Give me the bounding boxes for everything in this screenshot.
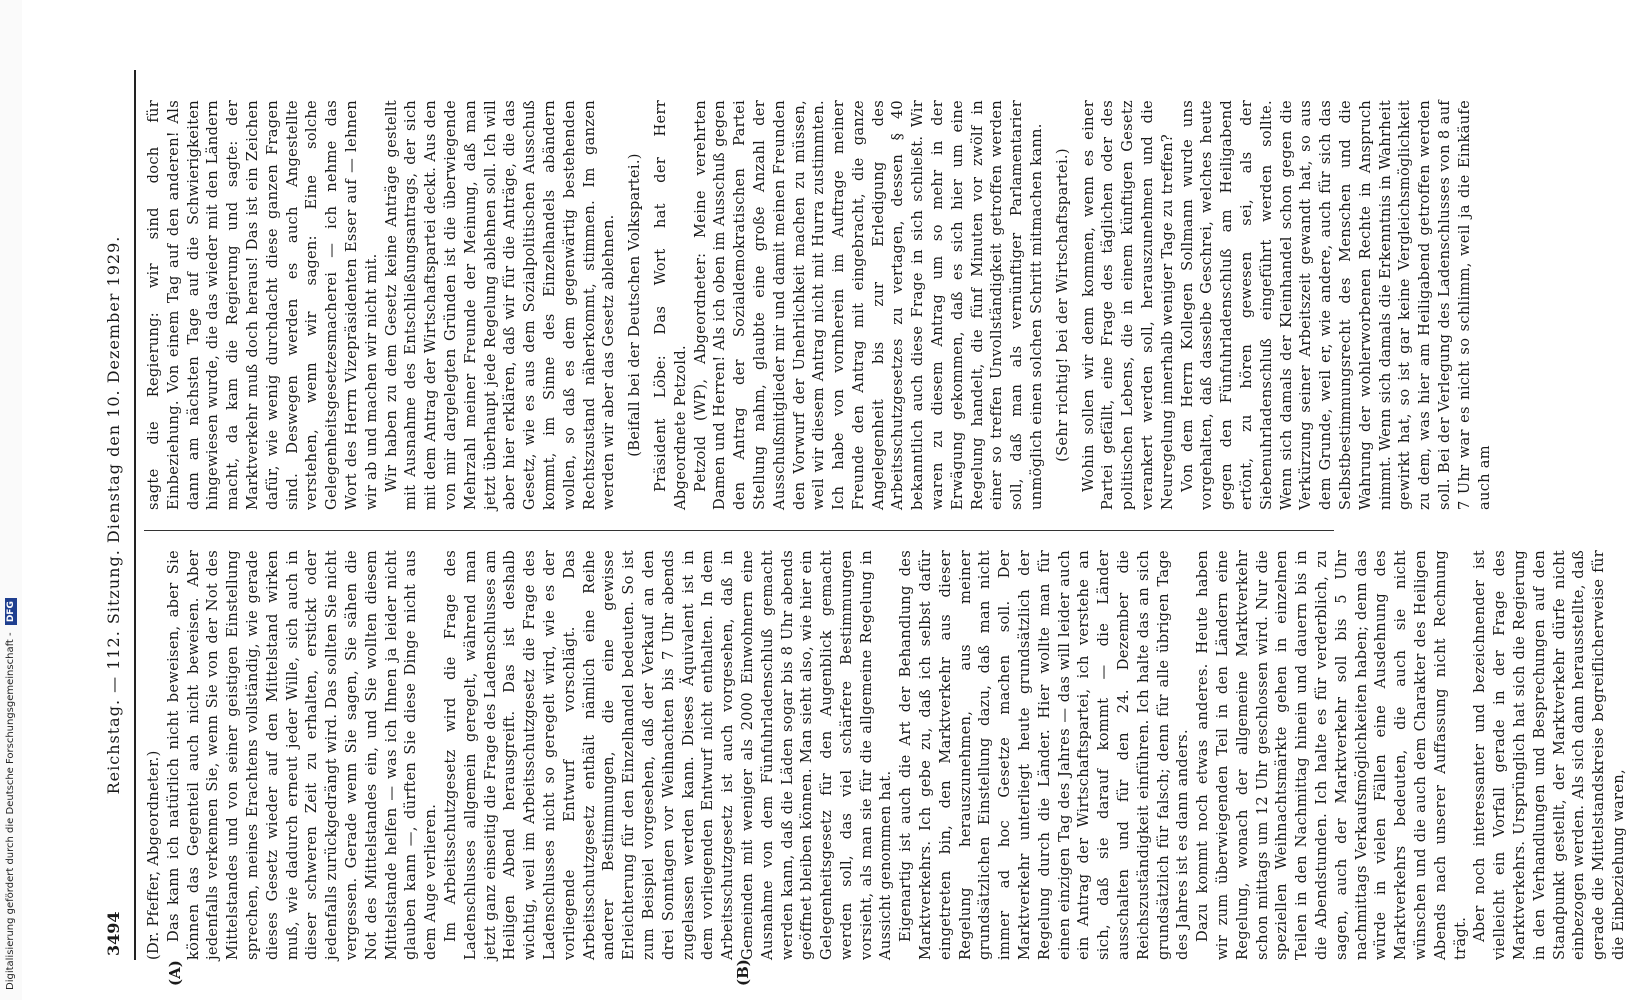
speaker-continuation: (Dr. Pfeffer, Abgeordneter.)	[145, 750, 162, 960]
margin-marker-a: (A)	[166, 960, 184, 986]
scanned-page	[100, 70, 1627, 986]
rotated-page-content	[100, 70, 1627, 986]
running-head: Reichstag. — 112. Sitzung. Dienstag den 10. Dezember 1929.	[104, 235, 123, 795]
paragraph: Aber noch interessanter und bezeichnender ist vielleicht ein Vorfall gerade in der Frage des Marktverkehrs. Ursprünglich hat sich die Regierung in den Verhandlungen und Besprechungen auf den Standpunkt gestellt, der Marktverkehr dürfe nicht einbezogen werden. Als sich dann herausstellte, daß gerade die Mittelstandskreise begreiflicherweise für die Einbeziehung waren,	[1471, 550, 1627, 960]
paragraph: Wir haben zu dem Gesetz keine Anträge gestellt mit Ausnahme des Entschließungsantrags, der sich mit dem Antrag der Wirtschaftspartei deckt. Aus den von mir dargelegten Gründen ist die überwiegende Mehrzahl meiner Freunde der Meinung, daß man jetzt überhaupt jede Regelung ablehnen soll. Ich will aber hier erklären, daß wir für die Anträge, die das Gesetz, wie es aus dem Sozialpolitischen Ausschuß kommt, im Sinne des Einzelhandels abändern wollen, so daß es dem gegenwärtig bestehenden Rechtszustand näherkommt, stimmen. Im ganzen werden wir aber das Gesetz ablehnen.	[382, 100, 618, 510]
page-header	[100, 70, 130, 960]
credit-text: Digitalisierung gefördert durch die Deutsche Forschungsgemeinschaft -	[5, 632, 16, 990]
president-announcement: Präsident Löbe: Das Wort hat der Herr Abgeordnete Petzold.	[651, 100, 689, 510]
paragraph: Von dem Herrn Kollegen Sollmann wurde uns vorgehalten, daß dasselbe Geschrei, welches heute gegen den Fünfuhrladenschluß am Heiligabend ertönt, zu hören gewesen sei, als der Siebenuhrladenschluß eingeführt werden sollte. Wenn sich damals der Kleinhandel schon gegen die Verkürzung seiner Arbeitszeit gewandt hat, so aus dem Grunde, weil er, wie andere, auch für sich das Selbstbestimmungsrecht des Menschen und die Wahrung der wohlerworbenen Rechte in Anspruch nimmt. Wenn sich damals die Erkenntnis in Wahrheit gewirkt hat, so ist gar keine Vergleichsmöglichkeit zu dem, was hier am Heiligabend getroffen werden soll. Bei der Verlegung des Ladenschlusses von 8 auf 7 Uhr war es nicht so schlimm, weil ja die Einkäufe auch am	[1178, 100, 1493, 510]
column-rule	[144, 530, 1334, 531]
paragraph: sagte die Regierung: wir sind doch für Einbeziehung. Von einem Tag auf den anderen! Als dann am nächsten Tage auf die Schwierigkeiten hingewiesen wurde, die das wieder mit den Ländern macht, da kam die Regierung und sagte: der Marktverkehr muß doch heraus! Das ist ein Zeichen dafür, wie wenig durchdacht diese ganzen Fragen sind. Deswegen werden es auch Angestellte verstehen, wenn wir sagen: Eine solche Gelegenheitsgesetzesmacherei — ich nehme das Wort des Herrn Vizepräsidenten Esser auf — lehnen wir ab und machen wir nicht mit.	[145, 100, 380, 510]
right-column	[144, 100, 1493, 510]
digitization-credit-bar	[0, 0, 22, 1000]
header-rule	[134, 70, 136, 960]
paragraph: Das kann ich natürlich nicht beweisen, aber Sie können das Gegenteil auch nicht beweisen. Aber jedenfalls verkennen Sie, wenn Sie von der Not des Mittelstandes und von seiner geistigen Einstellung sprechen, meines Erachtens vollständig, wie gerade dieses Gesetz wieder auf den Mittelstand wirken muß, wie dadurch erneut jeder Wille, sich auch in dieser schweren Zeit zu erhalten, erstickt oder jedenfalls zurückgedrängt wird. Das sollten Sie nicht vergessen. Gerade wenn Sie sagen, Sie sähen die Not des Mittelstandes ein, und Sie wollten diesem Mittelstande helfen — was ich Ihnen ja leider nicht glauben kann —, dürften Sie diese Dinge nicht aus dem Auge verlieren.	[164, 550, 440, 960]
left-column	[144, 550, 1627, 960]
page-number: 3494	[104, 911, 123, 956]
paragraph: Eigenartig ist auch die Art der Behandlung des Marktverkehrs. Ich gebe zu, daß ich selbst dafür eingetreten bin, den Marktverkehr aus dieser Regelung herauszunehmen, aus meiner grundsätzlichen Einstellung dazu, daß man nicht immer ad hoc Gesetze machen soll. Der Marktverkehr unterliegt heute grundsätzlich der Regelung durch die Länder. Hier wollte man für einen einzigen Tag des Jahres — das will leider auch ein Antrag der Wirtschaftspartei, ich verstehe an sich, daß sie darauf kommt — die Länder ausschalten und für den 24. Dezember die Reichszuständigkeit einführen. Ich halte das an sich grundsätzlich für falsch; denn für alle übrigen Tage des Jahres ist es dann anders.	[897, 550, 1192, 960]
paragraph: Im Arbeitsschutzgesetz wird die Frage des Ladenschlusses allgemein geregelt, während man jetzt ganz einseitig die Frage des Ladenschlusses am Heiligen Abend herausgreift. Das ist deshalb wichtig, weil im Arbeitsschutzgesetz die Frage des Ladenschlusses nicht so geregelt wird, wie es der vorliegende Entwurf vorschlägt. Das Arbeitsschutzgesetz enthält nämlich eine Reihe anderer Bestimmungen, die eine gewisse Erleichterung für den Einzelhandel bedeuten. So ist zum Beispiel vorgesehen, daß der Verkauf an den drei Sonntagen vor Weihnachten bis 7 Uhr abends zugelassen werden kann. Dieses Äquivalent ist in dem vorliegenden Entwurf nicht enthalten. In dem Arbeitsschutzgesetz ist auch vorgesehen, daß in Gemeinden mit weniger als 2000 Einwohnern eine Ausnahme von dem Fünfuhrladenschluß gemacht werden kann, daß die Läden sogar bis 8 Uhr abends geöffnet bleiben können. Man sieht also, wie hier ein Gelegenheitsgesetz für den Augenblick gemacht werden soll, das viel schärfere Bestimmungen vorsieht, als man sie für die allgemeine Regelung in Aussicht genommen hat.	[441, 550, 895, 960]
dfg-logo: DFG	[5, 598, 17, 625]
applause-note: (Beifall bei der Deutschen Volkspartei.)	[626, 153, 644, 457]
interjection: (Sehr richtig! bei der Wirtschaftspartei.)	[1053, 148, 1071, 462]
paragraph: Wohin sollen wir denn kommen, wenn es einer Partei gefällt, eine Frage des täglichen oder des politischen Lebens, die in einem künftigen Gesetz verankert werden soll, herauszunehmen und die Neuregelung innerhalb weniger Tage zu treffen?	[1079, 100, 1176, 510]
margin-marker-b: (B)	[734, 959, 752, 986]
speaker-intro: Petzold (WP), Abgeordneter: Meine verehrten Damen und Herren! Als ich oben im Ausschuß gegen den Antrag der Sozialdemokratischen Partei Stellung nahm, glaubte eine große Anzahl der Ausschußmitglieder mir und damit meinen Freunden den Vorwurf der Unehrlichkeit machen zu müssen, weil wir diesem Antrag nicht mit Hurra zustimmten. Ich habe von vornherein im Auftrage meiner Freunde den Antrag mit eingebracht, die ganze Angelegenheit bis zur Erledigung des Arbeitsschutzgesetzes zu vertagen, dessen § 40 bekanntlich auch diese Frage in sich schließt. Wir waren zu diesem Antrag um so mehr in der Erwägung gekommen, daß es sich hier um eine Regelung handelt, die fünf Minuten vor zwölf in einer so treffen Unvollständigkeit getroffen werden soll, daß man als vernünftiger Parlamentarier unmöglich einen solchen Schritt mitmachen kann.	[691, 100, 1046, 510]
paragraph: Dazu kommt noch etwas anderes. Heute haben wir zum überwiegenden Teil in den Ländern eine Regelung, wonach der allgemeine Marktverkehr schon mittags um 12 Uhr geschlossen wird. Nur die speziellen Weihnachtsmärkte gehen in einzelnen Teilen in den Nachmittag hinein und dauern bis in die Abendstunden. Ich halte es für verderblich, zu sagen, auch der Marktverkehr soll bis 5 Uhr nachmittags Verkaufsmöglichkeiten haben; denn das würde in vielen Fällen eine Ausdehnung des Marktverkehrs bedeuten, die auch sie nicht wünschen und die auch dem Charakter des Heiligen Abends nach unserer Auffassung nicht Rechnung trägt.	[1194, 550, 1469, 960]
digitization-credit	[4, 0, 18, 990]
